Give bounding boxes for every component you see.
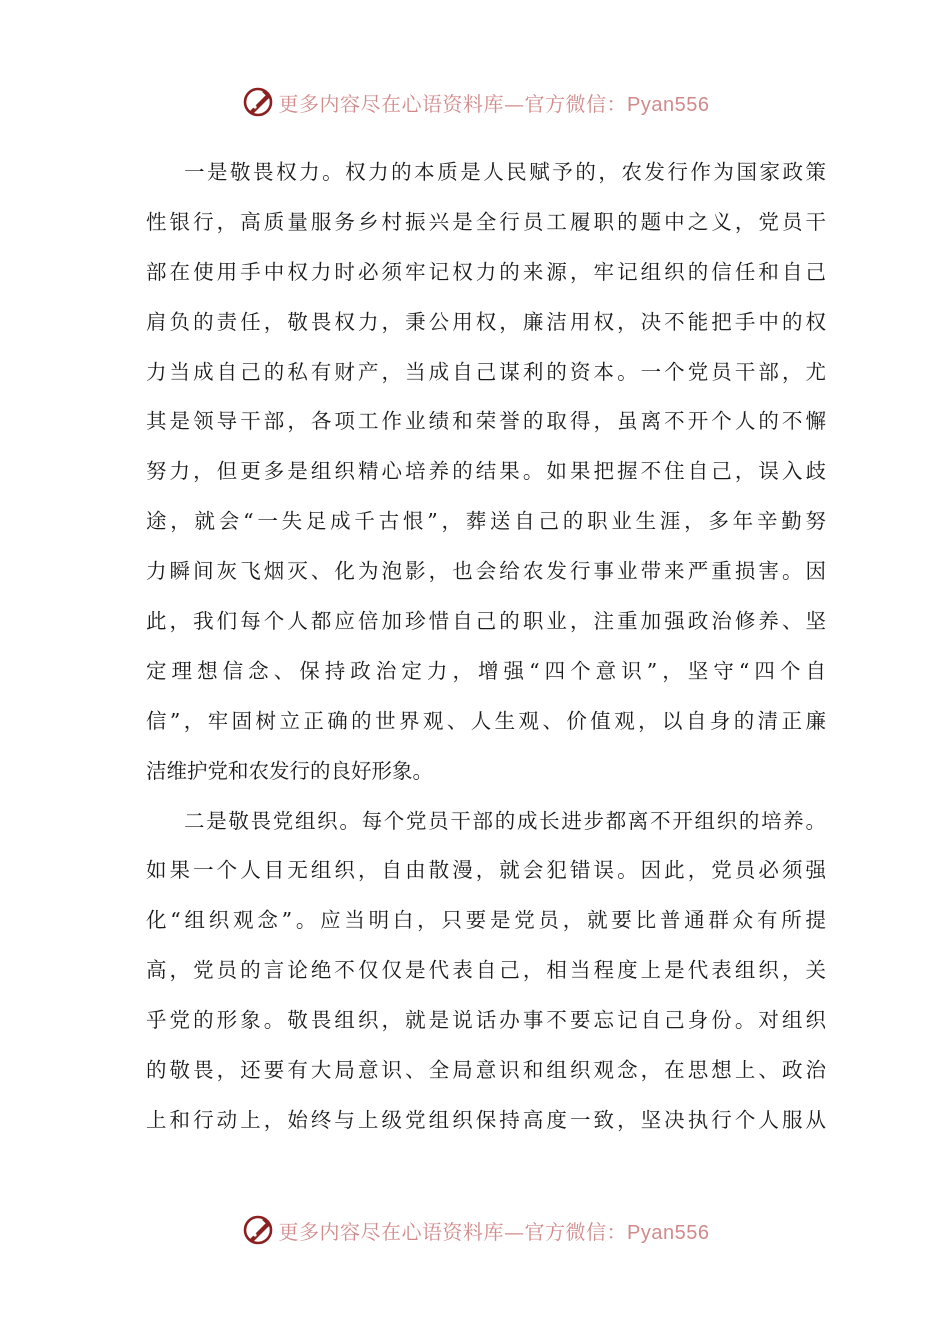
body-line: 上和行动上，始终与上级党组织保持高度一致，坚决执行个人服从 [146, 1107, 826, 1132]
body-line: 此，我们每个人都应倍加珍惜自己的职业，注重加强政治修养、坚 [146, 609, 826, 634]
body-line: 肩负的责任，敬畏权力，秉公用权，廉洁用权，决不能把手中的权 [146, 309, 826, 334]
body-line: 力当成自己的私有财产，当成自己谋利的资本。一个党员干部，尤 [146, 359, 826, 384]
header-text-cn: 更多内容尽在心语资料库—官方微信： [278, 91, 628, 116]
body-line: 的敬畏，还要有大局意识、全局意识和组织观念，在思想上、政治 [146, 1058, 826, 1083]
body-line: 二是敬畏党组织。每个党员干部的成长进步都离不开组织的培养。 [184, 808, 826, 833]
body-line: 定理想信念、保持政治定力，增强“四个意识”，坚守“四个自 [146, 658, 826, 683]
body-line: 一是敬畏权力。权力的本质是人民赋予的，农发行作为国家政策 [184, 160, 826, 184]
body-line: 高，党员的言论绝不仅仅是代表自己，相当程度上是代表组织，关 [146, 958, 826, 983]
header-banner [0, 82, 950, 122]
body-line: 洁维护党和农发行的良好形象。 [146, 758, 433, 783]
footer-wechat-id: Pyan556 [627, 1221, 710, 1244]
body-line: 乎党的形象。敬畏组织，就是说话办事不要忘记自己身份。对组织 [146, 1008, 826, 1033]
body-line: 如果一个人目无组织，自由散漫，就会犯错误。因此，党员必须强 [146, 858, 826, 883]
body-line: 途，就会“一失足成千古恨”，葬送自己的职业生涯，多年辛勤努 [146, 509, 826, 534]
document-body [146, 148, 826, 1146]
body-line: 部在使用手中权力时必须牢记权力的来源，牢记组织的信任和自己 [146, 259, 826, 284]
pen-nib-circle-icon [241, 85, 275, 119]
body-line: 性银行，高质量服务乡村振兴是全行员工履职的题中之义，党员干 [146, 209, 826, 234]
body-line: 其是领导干部，各项工作业绩和荣誉的取得，虽离不开个人的不懈 [146, 409, 826, 434]
pen-nib-circle-icon [241, 1213, 275, 1247]
footer-banner [0, 1210, 950, 1250]
header-wechat-id: Pyan556 [627, 93, 710, 116]
body-line: 努力，但更多是组织精心培养的结果。如果把握不住自己，误入歧 [146, 459, 826, 484]
body-line: 信”，牢固树立正确的世界观、人生观、价值观，以自身的清正廉 [146, 708, 826, 733]
footer-text [279, 1216, 710, 1245]
body-line: 化“组织观念”。应当明白，只要是党员，就要比普通群众有所提 [146, 908, 826, 933]
header-text [279, 88, 710, 117]
footer-text-cn: 更多内容尽在心语资料库—官方微信： [278, 1219, 628, 1244]
body-line: 力瞬间灰飞烟灭、化为泡影，也会给农发行事业带来严重损害。因 [146, 559, 826, 584]
